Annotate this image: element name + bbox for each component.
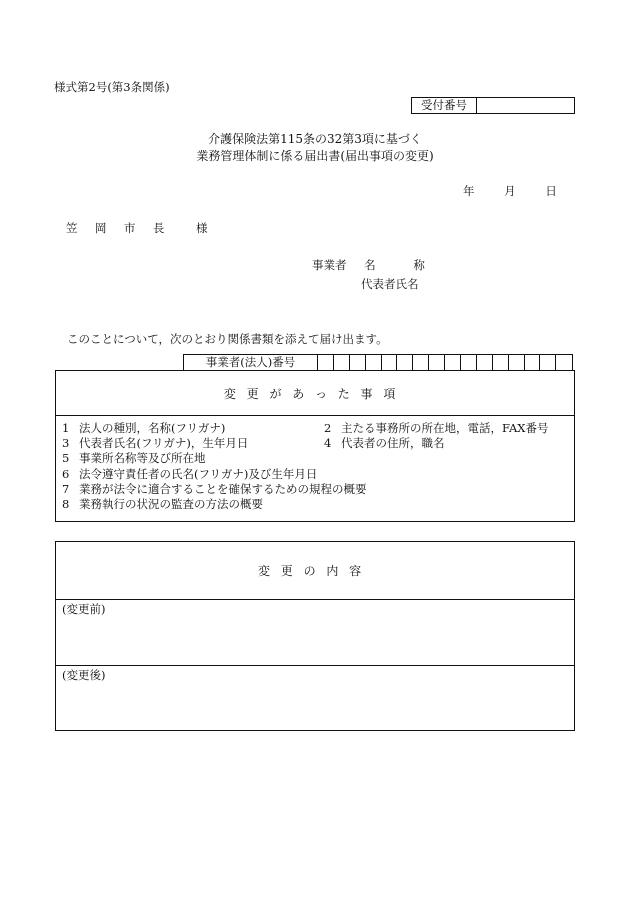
receipt-number-box xyxy=(411,97,575,114)
change-item-number: 7 xyxy=(62,481,70,496)
date-month[interactable]: 月 xyxy=(504,184,516,198)
change-item-number: 4 xyxy=(324,436,332,451)
change-item-text: 法令遵守責任者の氏名(フリガナ)及び生年月日 xyxy=(79,466,318,481)
business-number-digit[interactable] xyxy=(334,355,350,370)
business-number-box xyxy=(183,354,573,371)
change-content-table xyxy=(55,541,575,731)
change-item-2[interactable] xyxy=(324,421,548,436)
change-item-text: 法人の種別，名称(フリガナ) xyxy=(79,421,226,435)
change-item-number: 8 xyxy=(62,497,70,512)
change-item-number: 1 xyxy=(62,421,70,435)
business-number-digit[interactable] xyxy=(509,355,525,370)
change-item-text: 業務執行の状況の監査の方法の概要 xyxy=(79,497,263,512)
after-change-label: (変更後) xyxy=(62,668,106,682)
before-change-label: (変更前) xyxy=(62,602,106,616)
business-number-label: 事業者(法人)番号 xyxy=(184,355,318,370)
date-line xyxy=(463,184,583,199)
change-item-6[interactable] xyxy=(62,467,317,482)
change-item-text: 主たる事務所の所在地，電話，FAX番号 xyxy=(341,421,549,435)
change-item-1[interactable] xyxy=(62,421,324,436)
change-content-header xyxy=(56,542,574,600)
change-item-number: 5 xyxy=(62,451,70,466)
changed-items-table xyxy=(55,370,575,522)
change-item-number: 3 xyxy=(62,436,70,451)
changed-items-header xyxy=(56,371,574,416)
changed-items-list xyxy=(56,416,574,512)
addressee-honorific: 様 xyxy=(196,221,208,235)
change-item-3[interactable] xyxy=(62,436,324,451)
addressee-name: 笠 岡 市 長 xyxy=(66,221,172,235)
business-number-digit[interactable] xyxy=(477,355,493,370)
date-day[interactable]: 日 xyxy=(545,184,557,198)
after-change-field[interactable] xyxy=(56,666,574,683)
change-item-text: 業務が法令に適合することを確保するための規程の概要 xyxy=(79,481,367,496)
sender-name-label xyxy=(312,258,425,273)
change-item-4[interactable] xyxy=(324,436,445,451)
intro-statement: このことについて，次のとおり関係書類を添えて届け出ます。 xyxy=(67,332,388,346)
change-item-8[interactable] xyxy=(62,497,263,512)
document-title-line-1: 介護保険法第115条の32第3項に基づく xyxy=(208,132,422,146)
business-number-digit[interactable] xyxy=(429,355,445,370)
receipt-number-field[interactable] xyxy=(477,98,574,113)
business-number-digit[interactable] xyxy=(556,355,572,370)
change-item-7[interactable] xyxy=(62,482,367,497)
business-number-digit[interactable] xyxy=(397,355,413,370)
business-number-digit[interactable] xyxy=(461,355,477,370)
business-number-digit[interactable] xyxy=(366,355,382,370)
sender-name-char-1: 名 xyxy=(364,258,376,272)
representative-name-label: 代表者氏名 xyxy=(361,277,419,291)
receipt-number-label: 受付番号 xyxy=(412,98,477,113)
business-number-digit[interactable] xyxy=(493,355,509,370)
business-number-digit[interactable] xyxy=(350,355,366,370)
before-change-field[interactable] xyxy=(56,600,574,666)
change-item-text: 代表者氏名(フリガナ)，生年月日 xyxy=(79,436,249,451)
business-number-digit[interactable] xyxy=(540,355,556,370)
business-number-digit[interactable] xyxy=(445,355,461,370)
changed-items-header-text: 変更があった事項 xyxy=(223,386,407,401)
business-number-digit[interactable] xyxy=(525,355,541,370)
change-item-number: 6 xyxy=(62,466,70,481)
sender-business-label: 事業者 xyxy=(312,258,347,272)
change-item-number: 2 xyxy=(324,421,332,435)
business-number-digit[interactable] xyxy=(318,355,334,370)
form-number-label: 様式第2号(第3条関係) xyxy=(54,80,170,94)
document-title xyxy=(0,131,630,165)
business-number-digit[interactable] xyxy=(382,355,398,370)
date-year[interactable]: 年 xyxy=(463,184,475,198)
change-content-header-text: 変更の内容 xyxy=(257,564,372,578)
change-item-text: 事業所名称等及び所在地 xyxy=(79,451,206,466)
change-item-text: 代表者の住所，職名 xyxy=(341,436,445,451)
change-item-5[interactable] xyxy=(62,451,206,466)
business-number-digit[interactable] xyxy=(413,355,429,370)
document-title-line-2: 業務管理体制に係る届出書(届出事項の変更) xyxy=(196,149,434,163)
sender-name-char-2: 称 xyxy=(413,258,425,272)
